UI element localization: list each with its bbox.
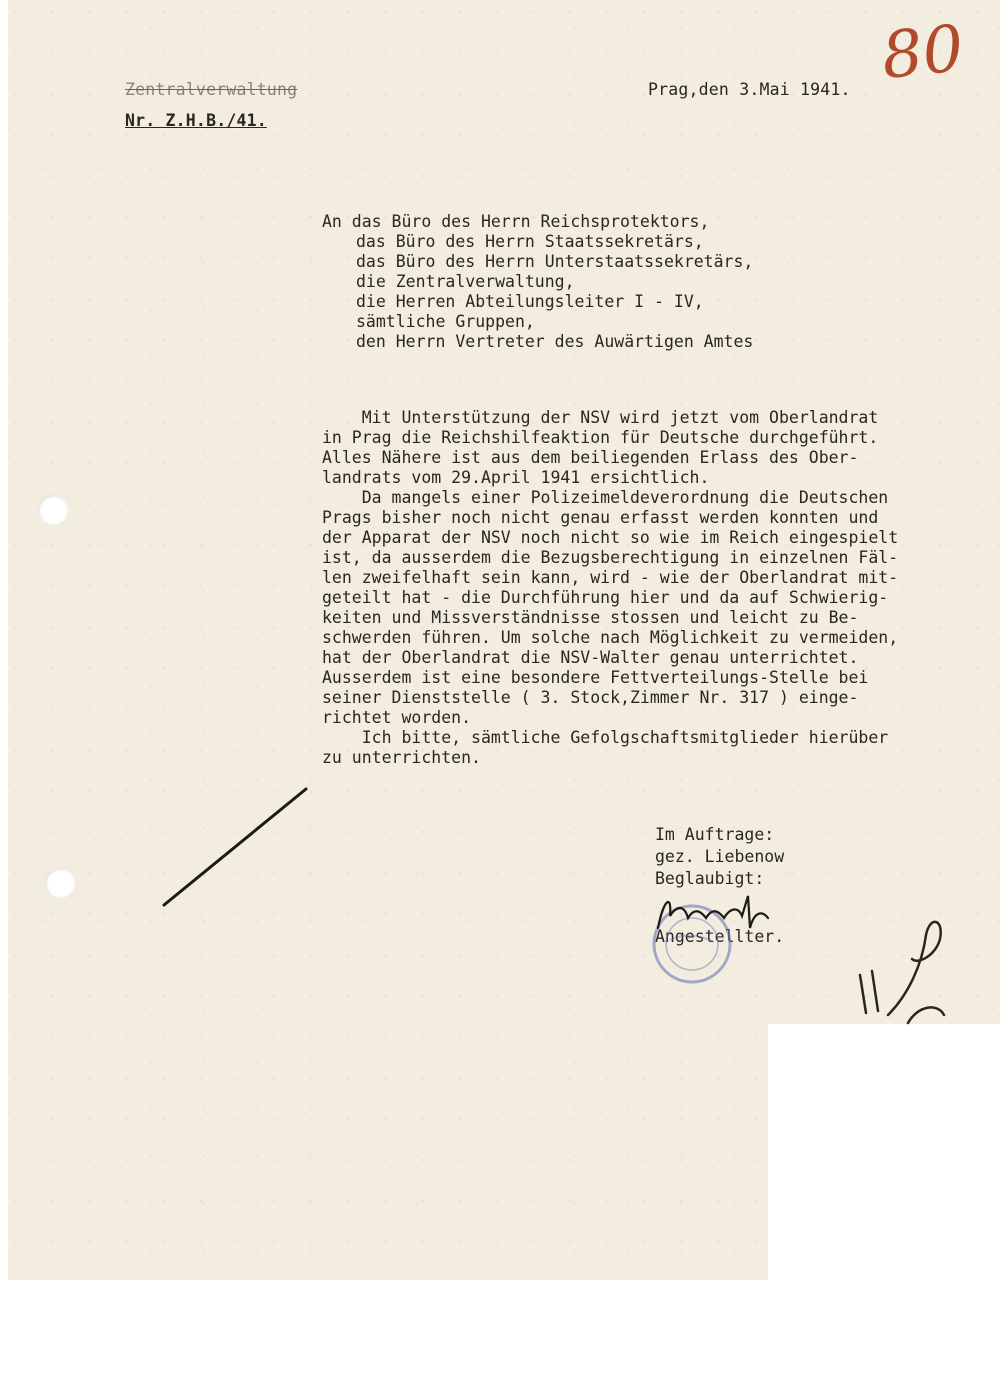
signature-line: Angestellter.	[655, 927, 785, 946]
handwritten-annotation	[848, 915, 968, 1030]
body-line: zu unterrichten.	[322, 748, 481, 767]
body-line: keiten und Missverständnisse stossen und leicht zu Be-	[322, 608, 859, 627]
handwritten-page-number: 80	[878, 11, 968, 95]
body-line: ist, da ausserdem die Bezugsberechtigung in einzelnen Fäl-	[322, 548, 899, 567]
body-line: len zweifelhaft sein kann, wird - wie der Oberlandrat mit-	[322, 568, 899, 587]
body-line: landrats vom 29.April 1941 ersichtlich.	[322, 468, 710, 487]
recipient-line: die Zentralverwaltung,	[356, 272, 575, 291]
signature-line: Beglaubigt:	[655, 869, 765, 888]
struck-department-name: Zentralverwaltung	[125, 80, 298, 99]
body-line: schwerden führen. Um solche nach Möglichkeit zu vermeiden,	[322, 628, 899, 647]
signature-line: Im Auftrage:	[655, 825, 775, 844]
body-line: geteilt hat - die Durchführung hier und da auf Schwierig-	[322, 588, 889, 607]
place-and-date: Prag,den 3.Mai 1941.	[648, 80, 851, 99]
punch-hole	[38, 495, 68, 525]
reference-number: Nr. Z.H.B./41.	[125, 111, 267, 130]
recipient-line: das Büro des Herrn Unterstaatssekretärs,	[356, 252, 754, 271]
recipient-line: den Herrn Vertreter des Auwärtigen Amtes	[356, 332, 754, 351]
body-line: der Apparat der NSV noch nicht so wie im Reich eingespielt	[322, 528, 899, 547]
body-line: Alles Nähere ist aus dem beiliegenden Erlass des Ober-	[322, 448, 859, 467]
signature-line: gez. Liebenow	[655, 847, 785, 866]
recipient-line: das Büro des Herrn Staatssekretärs,	[356, 232, 704, 251]
body-line: richtet worden.	[322, 708, 472, 727]
body-line: Ausserdem ist eine besondere Fettverteilungs-Stelle bei	[322, 668, 869, 687]
punch-hole	[45, 868, 75, 898]
body-line: Prags bisher noch nicht genau erfasst werden konnten und	[322, 508, 879, 527]
handwritten-signature	[650, 888, 780, 938]
body-line: seiner Dienststelle ( 3. Stock,Zimmer Nr. 317 ) einge-	[322, 688, 859, 707]
body-line: hat der Oberlandrat die NSV-Walter genau unterrichtet.	[322, 648, 859, 667]
body-line: Mit Unterstützung der NSV wird jetzt vom Oberlandrat	[322, 408, 879, 427]
recipient-line: An das Büro des Herrn Reichsprotektors,	[322, 212, 710, 231]
body-line: Da mangels einer Polizeimeldeverordnung die Deutschen	[322, 488, 889, 507]
diagonal-pen-stroke	[150, 775, 320, 920]
recipient-line: sämtliche Gruppen,	[356, 312, 535, 331]
blank-scan-area	[768, 1024, 1000, 1390]
body-line: in Prag die Reichshilfeaktion für Deutsche durchgeführt.	[322, 428, 879, 447]
body-line: Ich bitte, sämtliche Gefolgschaftsmitglieder hierüber	[322, 728, 889, 747]
recipient-line: die Herren Abteilungsleiter I - IV,	[356, 292, 704, 311]
